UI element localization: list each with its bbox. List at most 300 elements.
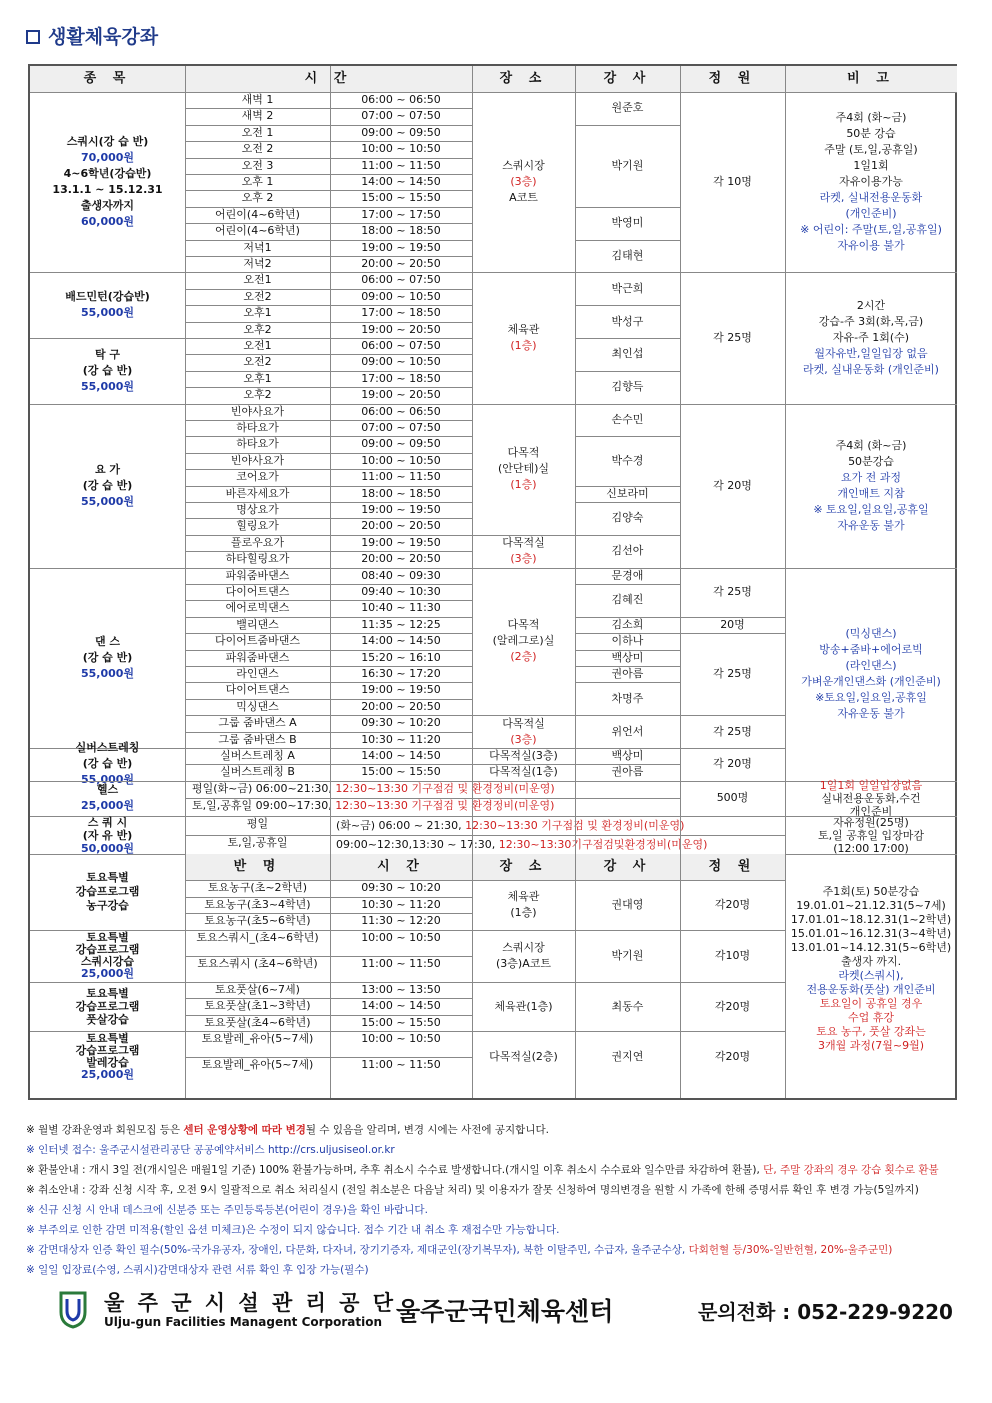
text-line: 각20명	[714, 1050, 751, 1064]
text-line: 김소희	[611, 617, 644, 631]
text-line: 각 20명	[713, 757, 752, 771]
capacity	[680, 272, 785, 403]
session-name: 빈야사요가	[230, 404, 285, 418]
session-time: 20:00 ~ 20:50	[361, 552, 441, 566]
dance-place-2	[472, 715, 575, 748]
text-line: 문경애	[611, 568, 644, 582]
session-time: 11:00 ~ 11:50	[361, 158, 441, 172]
instructor	[575, 535, 680, 568]
text-line: 20명	[720, 617, 745, 631]
session-time: 15:00 ~ 15:50	[361, 765, 441, 779]
dance-course-name	[30, 568, 185, 748]
capacity	[680, 748, 785, 781]
instructor	[575, 568, 680, 584]
freesquash-day: 평일	[246, 816, 269, 830]
place	[472, 982, 575, 1032]
text-line: 권아름	[611, 667, 644, 681]
text-line: 권대영	[611, 898, 644, 912]
text-line: 박성구	[611, 314, 644, 328]
freesquash-hours	[336, 835, 776, 854]
column-header: 시 간	[330, 854, 472, 880]
grid-line	[575, 617, 680, 618]
text-line: 50,000원	[80, 841, 135, 855]
text-line: 박수경	[611, 453, 644, 467]
grid-line	[575, 650, 680, 651]
instructor	[575, 92, 680, 125]
text-line: A코트	[509, 191, 538, 205]
instructor	[575, 584, 680, 617]
text-line: 다목적	[507, 446, 540, 460]
text-line: 신보라미	[606, 486, 649, 500]
text-line: 500명	[716, 791, 749, 805]
session-name: 밸리댄스	[236, 617, 279, 631]
text-line: 농구강습	[86, 899, 129, 913]
text-line: 55,000원	[80, 773, 135, 787]
grid-line	[185, 141, 472, 142]
text-line: 월자유반,일일입장 없음	[814, 346, 928, 360]
session-name: 바른자세요가	[225, 486, 290, 500]
capacity	[680, 617, 785, 633]
grid-line	[575, 584, 680, 585]
text-line: 라켓(스쿼시),	[838, 968, 904, 982]
text-line: 체육관	[507, 322, 540, 336]
column-header: 비 고	[785, 66, 957, 92]
session-name: 오전1	[243, 339, 272, 352]
session-name: 그룹 줌바댄스 A	[218, 716, 297, 730]
grid-line	[185, 66, 186, 1098]
session-time: 19:00 ~ 19:50	[361, 240, 441, 254]
session-time: 09:00 ~ 09:50	[361, 125, 441, 139]
session-name: 오후1	[243, 306, 272, 320]
instructor	[575, 930, 680, 982]
grid-line	[185, 897, 472, 898]
instructor	[575, 240, 680, 273]
text-line: 70,000원	[80, 151, 135, 165]
schedule-table	[28, 64, 957, 1100]
text-line: 주1회(토) 50분강습	[822, 884, 920, 898]
yoga-place	[472, 404, 575, 535]
gym-note	[785, 272, 957, 403]
text-line: 요가 전 과정	[840, 470, 902, 484]
notice-text: ※ 월별 강좌운영과 회원모집 등은	[26, 1124, 184, 1136]
text-line: 25,000원	[80, 1068, 135, 1082]
text-line: 각20명	[714, 898, 751, 912]
sat-note	[785, 854, 957, 1083]
text-line: 55,000원	[80, 666, 135, 680]
text-line: (강 습 반)	[82, 363, 133, 377]
text-line: (안단테)실	[497, 462, 550, 476]
session-name: 토요발레_유아(5~7세)	[201, 1058, 314, 1072]
text-line: 25,000원	[80, 966, 135, 980]
grid-line	[785, 66, 786, 1098]
session-time: 19:00 ~ 19:50	[361, 503, 441, 516]
text-line: 다목적	[507, 618, 540, 632]
grid-line	[185, 486, 472, 487]
text-line: 체육관	[507, 890, 540, 904]
text-line: 4~6학년(강습반)	[63, 167, 152, 181]
capacity	[680, 781, 785, 816]
session-name: 빈야사요가	[230, 453, 285, 467]
notice-text: ※ 인터넷 접수: 울주군시설관리공단 공공예약서비스 http://crs.uljusiseol.or.kr	[26, 1144, 395, 1156]
text-line: (믹싱댄스)	[845, 627, 897, 641]
grid-line	[185, 387, 472, 388]
session-name: 오후 2	[241, 191, 274, 205]
notice-list	[26, 1120, 971, 1280]
session-time: 14:00 ~ 14:50	[361, 999, 441, 1013]
text-line: 풋살강습	[86, 1013, 129, 1027]
text-line: (라인댄스)	[845, 659, 897, 673]
instructor: 권아름	[611, 765, 644, 779]
text-line: 출생자 까지.	[840, 954, 902, 968]
session-time: 06:00 ~ 06:50	[361, 93, 441, 106]
session-name: 다이어트댄스	[225, 683, 290, 697]
session-name: 토요발레_유아(5~7세)	[201, 1032, 314, 1046]
sat-basketball-name	[30, 854, 185, 930]
text-line: 강습프로그램	[75, 885, 140, 899]
text-line: 라켓, 실내전용운동화	[819, 191, 923, 205]
text-line: 탁 구	[94, 347, 121, 361]
column-header: 장 소	[472, 66, 575, 92]
table-grid	[30, 66, 955, 1098]
notice-text: ※ 취소안내 : 강좌 신청 시작 후, 오전 9시 일괄적으로 취소 처리실시 (전일 취소분은 다음날 처리) 및 이용자가 잘못 신청하여 명의변경을 원할 시 가족에 한해 증명서류 확인 후 변경 가능(5일까지)	[26, 1184, 919, 1196]
squash-place	[472, 92, 575, 272]
grid-line	[185, 108, 472, 109]
text-line: 각 25명	[713, 330, 752, 344]
session-time: 11:00 ~ 11:50	[361, 470, 441, 484]
instructor	[575, 715, 680, 748]
square-bullet-icon	[26, 30, 40, 44]
session-time: 17:00 ~ 17:50	[361, 207, 441, 221]
session-time: 11:35 ~ 12:25	[361, 617, 441, 631]
text-line: (1층)	[510, 906, 537, 920]
gym-place	[472, 272, 575, 403]
grid-line	[185, 551, 472, 552]
instructor	[575, 650, 680, 666]
grid-line	[472, 66, 473, 1098]
notice-item	[26, 1200, 971, 1220]
session-name: 오전2	[243, 289, 272, 303]
session-time: 20:00 ~ 20:50	[361, 519, 441, 533]
grid-line	[185, 338, 472, 339]
instructor: 백상미	[611, 749, 644, 762]
session-name: 실버스트레칭 B	[220, 765, 295, 779]
grid-line	[185, 502, 472, 503]
text-line: (1층)	[510, 478, 537, 492]
column-header: 반 명	[185, 854, 330, 880]
text-line: 김향득	[611, 380, 644, 394]
instructor	[575, 502, 680, 535]
grid-line	[330, 66, 331, 1098]
session-name: 오전 2	[241, 142, 274, 156]
text-line: (3층)	[510, 732, 537, 746]
session-name: 명상요가	[236, 503, 279, 516]
session-time: 19:00 ~ 19:50	[361, 535, 441, 549]
grid-line	[185, 518, 472, 519]
text-line: (알레그로)실	[492, 634, 555, 648]
instructor	[575, 880, 680, 930]
grid-line	[575, 338, 680, 339]
capacity	[680, 92, 785, 272]
notice-item	[26, 1120, 971, 1140]
page-title-text: 생활체육강좌	[48, 26, 159, 48]
text-line: (3층)A코트	[496, 956, 551, 970]
session-time: 17:00 ~ 18:50	[361, 306, 441, 320]
grid-line	[185, 125, 472, 126]
grid-line	[185, 835, 785, 836]
text-line: ※토요일,일요일,공휴일	[815, 691, 927, 705]
capacity	[680, 715, 785, 748]
session-name: 하타요가	[236, 437, 279, 451]
text-line: 13.01.01~14.12.31(5~6학년)	[790, 940, 952, 954]
session-time: 13:00 ~ 13:50	[361, 982, 441, 996]
org-name-en: Ulju-gun Facilities Managent Corporation	[104, 1315, 383, 1329]
column-header: 정 원	[680, 854, 785, 880]
grid-line	[185, 420, 472, 421]
text-line: 스쿼시강습	[80, 954, 135, 968]
session-time: 19:00 ~ 19:50	[361, 683, 441, 697]
text-line: 각 25명	[713, 724, 752, 738]
text-line: 토요일이 공휴일 경우	[819, 996, 923, 1010]
grid-line	[185, 584, 472, 585]
session-time: 11:00 ~ 11:50	[361, 956, 441, 970]
instructor	[575, 436, 680, 485]
notice-highlight: 다회헌혈 등/30%-일반헌혈, 20%-울주군민)	[688, 1244, 893, 1256]
grid-line	[185, 650, 472, 651]
health-hours	[192, 781, 672, 797]
session-time: 16:30 ~ 17:20	[361, 667, 441, 680]
grid-line	[575, 715, 680, 716]
session-time: 15:20 ~ 16:10	[361, 650, 441, 664]
session-name: 어린이(4~6학년)	[215, 224, 300, 238]
yoga-note	[785, 404, 957, 568]
maintenance-text: 12:30~13:30 기구점검 및 환경정비(미운영)	[335, 799, 555, 813]
text-line: 최인섭	[611, 347, 644, 361]
session-time: 11:30 ~ 12:20	[361, 914, 441, 928]
session-name: 저녁1	[243, 240, 272, 254]
text-line: 주4회 (화~금)	[835, 438, 907, 452]
instructor	[575, 305, 680, 338]
session-name: 오전 3	[241, 158, 274, 172]
text-line: 개인준비	[849, 804, 893, 818]
hours-text: (화~금) 06:00 ~ 21:30,	[336, 818, 466, 832]
grid-line	[185, 732, 472, 733]
grid-line	[185, 256, 472, 257]
text-line: 토요특별	[86, 871, 129, 885]
column-header: 시 간	[185, 66, 472, 92]
text-line: 배드민턴(강습반)	[65, 290, 150, 304]
grid-line	[575, 125, 680, 126]
text-line: 백상미	[611, 650, 644, 664]
notice-text: ※ 신규 신청 시 안내 데스크에 신분증 또는 주민등록등본(어린이 경우)을 확인 바랍니다.	[26, 1204, 428, 1216]
session-time: 18:00 ~ 18:50	[361, 224, 441, 238]
grid-line	[575, 305, 680, 306]
text-line: 원준호	[611, 101, 644, 115]
text-line: 손수민	[611, 412, 644, 426]
text-line: 50분강습	[848, 454, 894, 468]
org-logo-icon	[58, 1290, 88, 1328]
grid-line	[575, 436, 680, 437]
squash-note	[785, 92, 957, 272]
freesquash-hours	[336, 816, 776, 835]
text-line: (1층)	[510, 338, 537, 352]
text-line: 자유운동 불가	[837, 707, 905, 721]
session-time: 10:00 ~ 10:50	[361, 1032, 441, 1046]
text-line: 스 쿼 시	[87, 815, 128, 829]
grid-line	[575, 502, 680, 503]
session-name: 토요풋살(초1~3학년)	[204, 999, 311, 1013]
org-name: 울 주 군 시 설 관 리 공 단	[104, 1291, 397, 1315]
text-line: 25,000원	[80, 799, 135, 813]
notice-item	[26, 1140, 971, 1160]
tabletennis-course-name	[30, 338, 185, 404]
session-name: 파워줌바댄스	[225, 650, 290, 664]
health-note	[785, 778, 957, 818]
session-name: 그룹 줌바댄스 B	[218, 732, 297, 746]
text-line: 김선아	[611, 544, 644, 558]
text-line: 1일1회 일일입장없음	[819, 778, 923, 792]
text-line: ※ 어린이: 주말(토,일,공휴일)	[800, 223, 942, 237]
text-line: 이하나	[611, 634, 644, 648]
session-time: 19:00 ~ 20:50	[361, 322, 441, 336]
capacity	[680, 633, 785, 715]
text-line: 자유정원(25명)	[833, 815, 909, 829]
text-line: (3층)	[510, 175, 537, 189]
grid-line	[185, 453, 472, 454]
text-line: 다목적실	[502, 716, 545, 730]
maintenance-text: 12:30~13:30 기구점검 및 환경정비(미운영)	[465, 818, 685, 832]
health-course-name	[30, 781, 185, 816]
grid-line	[575, 240, 680, 241]
text-line: 각 10명	[713, 175, 752, 189]
grid-line	[575, 682, 680, 683]
text-line: 강습-주 3회(화,목,금)	[818, 314, 924, 328]
instructor	[575, 982, 680, 1032]
text-line: 2시간	[856, 298, 886, 312]
notice-highlight: 센터 운영상황에 따라 변경	[183, 1124, 306, 1136]
grid-line	[185, 764, 680, 765]
notice-text: 될 수 있음을 알리며, 변경 시에는 사전에 공지합니다.	[305, 1124, 549, 1136]
session-time: 10:30 ~ 11:20	[361, 732, 441, 746]
session-time: 07:00 ~ 07:50	[361, 421, 441, 434]
text-line: 박영미	[611, 216, 644, 230]
text-line: (강 습 반)	[82, 757, 133, 771]
text-line: 토,일 공휴일 입장마감	[817, 828, 925, 842]
place: 다목적실(1층)	[489, 765, 558, 779]
sat-futsal-name	[30, 982, 185, 1032]
hours-text: 09:00~12:30,13:30 ~ 17:30,	[336, 838, 499, 851]
grid-line	[575, 371, 680, 372]
text-line: 방송+줌바+에어로빅	[819, 643, 923, 657]
freesquash-day: 토,일,공휴일	[227, 836, 288, 849]
session-name: 플로우요가	[230, 535, 285, 549]
session-time: 10:00 ~ 10:50	[361, 930, 441, 944]
session-time: 10:00 ~ 10:50	[361, 142, 441, 156]
notice-item	[26, 1160, 971, 1180]
text-line: 각 25명	[713, 667, 752, 681]
session-name: 하타힐링요가	[225, 552, 290, 566]
maintenance-text: 12:30~13:30 기구점검 및 환경정비(미운영)	[335, 781, 555, 795]
capacity	[680, 982, 785, 1032]
session-name: 라인댄스	[236, 667, 279, 680]
session-name: 토요스쿼시_(초4~6학년)	[196, 930, 319, 944]
text-line: 권지연	[611, 1050, 644, 1064]
grid-line	[185, 956, 472, 957]
session-name: 오후2	[243, 322, 272, 336]
contact-phone: 문의전화 : 052-229-9220	[698, 1300, 953, 1324]
session-time: 09:00 ~ 09:50	[361, 437, 441, 451]
silver-course-name	[30, 741, 185, 787]
text-line: 스쿼시(강 습 반)	[66, 135, 149, 149]
text-line: 1일1회	[853, 159, 889, 173]
grid-line	[185, 371, 472, 372]
text-line: 자유-주 1회(수)	[832, 330, 910, 344]
health-hours	[192, 798, 672, 814]
text-line: (3층)	[510, 552, 537, 566]
text-line: 박기원	[611, 948, 644, 962]
text-line: 자유운동 불가	[837, 518, 905, 532]
text-line: 발레강습	[86, 1056, 129, 1070]
session-time: 06:00 ~ 07:50	[361, 273, 441, 287]
grid-line	[575, 633, 680, 634]
text-line: 각 25명	[713, 585, 752, 599]
grid-line	[185, 436, 472, 437]
session-time: 15:00 ~ 15:50	[361, 1015, 441, 1029]
text-line: (개인준비)	[845, 207, 897, 221]
text-line: 박근희	[611, 281, 644, 295]
session-name: 실버스트레칭 A	[220, 749, 295, 762]
sat-ballet-name	[30, 1031, 185, 1083]
text-line: 주말 (토,일,공휴일)	[824, 143, 918, 157]
session-time: 09:40 ~ 10:30	[361, 585, 441, 598]
grid-line	[185, 535, 472, 536]
squash-course-name	[30, 92, 185, 272]
session-time: 10:40 ~ 11:30	[361, 601, 441, 615]
session-name: 에어로빅댄스	[225, 601, 290, 615]
session-name: 새벽 1	[241, 93, 274, 106]
text-line: 3개월 과정(7월~9월)	[817, 1038, 925, 1052]
grid-line	[185, 715, 472, 716]
text-line: 체육관(1층)	[494, 999, 553, 1013]
text-line: 55,000원	[80, 494, 135, 508]
grid-line	[680, 66, 681, 1098]
session-time: 09:30 ~ 10:20	[361, 716, 441, 730]
text-line: 50분 강습	[846, 127, 896, 141]
column-header: 장 소	[472, 854, 575, 880]
text-line: 수업 휴강	[847, 1010, 894, 1024]
text-line: 토요특별	[86, 1032, 129, 1046]
grid-line	[185, 207, 472, 208]
session-name: 힐링요가	[236, 519, 279, 533]
grid-line	[185, 1057, 472, 1058]
text-line: 강습프로그램	[75, 942, 140, 956]
session-time: 06:00 ~ 07:50	[361, 339, 441, 352]
text-line: 토요특별	[86, 987, 129, 1001]
grid-line	[185, 600, 472, 601]
text-line: 개인매트 지참	[837, 486, 905, 500]
notice-text: ※ 부주의로 인한 감면 미적용(할인 옵션 미체크)은 수정이 되지 않습니다. 접수 기간 내 취소 후 재접수만 가능합니다.	[26, 1224, 560, 1236]
grid-line	[680, 617, 785, 618]
text-line: 실버스트레칭	[75, 741, 140, 755]
place	[472, 880, 575, 930]
session-time: 19:00 ~ 20:50	[361, 388, 441, 402]
sat-squash-name	[30, 930, 185, 982]
session-time: 09:30 ~ 10:20	[361, 881, 441, 895]
grid-line	[185, 240, 472, 241]
instructor	[575, 1031, 680, 1083]
grid-line	[185, 322, 472, 323]
session-name: 오전1	[243, 273, 272, 287]
column-header: 강 사	[575, 66, 680, 92]
